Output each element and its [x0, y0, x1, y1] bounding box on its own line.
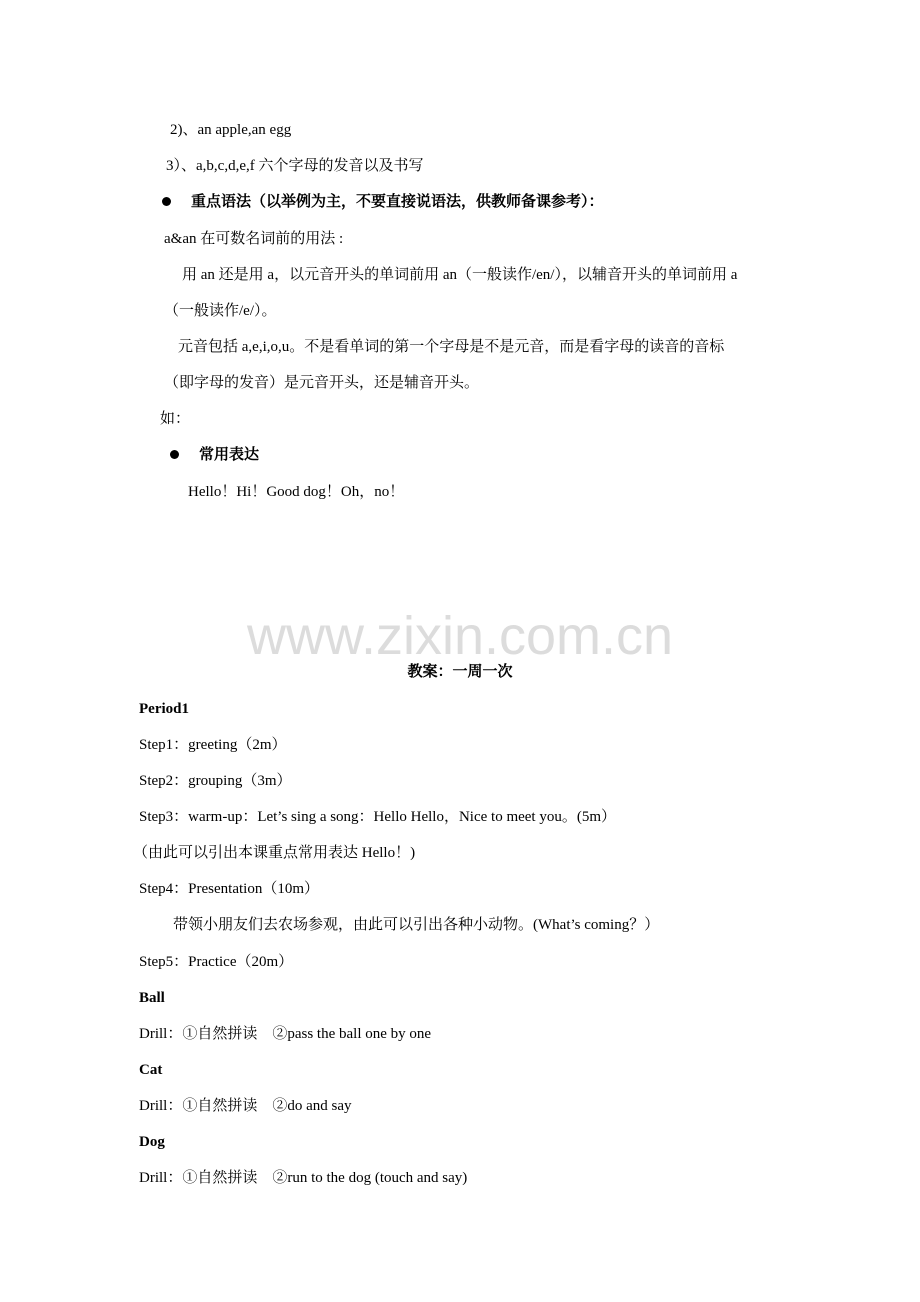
vocab-ball: Ball — [139, 990, 165, 1006]
grammar-intro: a&an 在可数名词前的用法 : — [164, 231, 344, 247]
step-4-description: 带领小朋友们去农场参观，由此可以引出各种小动物。(What’s coming？） — [173, 917, 660, 933]
bullet-icon — [162, 197, 171, 206]
bullet-icon — [170, 450, 179, 459]
example-label: 如： — [160, 411, 191, 427]
step-3-note: （由此可以引出本课重点常用表达 Hello！) — [133, 845, 416, 861]
lesson-title: 教案：一周一次 — [407, 664, 513, 680]
period-label: Period1 — [139, 701, 189, 717]
rule-line-1: 用 an 还是用 a，以元音开头的单词前用 an（一般读作/en/），以辅音开头的单词前用 a — [182, 267, 738, 283]
list-item-2: 2)、an apple,an egg — [170, 122, 292, 138]
rule-line-2: （一般读作/e/）。 — [164, 303, 277, 319]
vocab-cat: Cat — [139, 1062, 163, 1078]
vowel-line-2: （即字母的发音）是元音开头，还是辅音开头。 — [164, 375, 480, 391]
grammar-heading: 重点语法（以举例为主，不要直接说语法，供教师备课参考）： — [191, 194, 604, 210]
step-2: Step2：grouping（3m） — [139, 773, 292, 789]
step-1: Step1：greeting（2m） — [139, 737, 287, 753]
expressions-heading-row — [170, 445, 259, 465]
vowel-line-1: 元音包括 a,e,i,o,u。不是看单词的第一个字母是不是元音，而是看字母的读音的音标 — [178, 339, 725, 355]
drill-ball: Drill：①自然拼读 ②pass the ball one by one — [139, 1026, 432, 1042]
step-5: Step5：Practice（20m） — [139, 954, 294, 970]
vocab-dog: Dog — [139, 1134, 165, 1150]
list-item-3: 3）、a,b,c,d,e,f 六个字母的发音以及书写 — [166, 158, 424, 174]
expressions-text: Hello！Hi！Good dog！Oh，no！ — [188, 484, 405, 500]
step-4: Step4：Presentation（10m） — [139, 881, 319, 897]
watermark: www.zixin.com.cn — [246, 606, 674, 666]
drill-cat: Drill：①自然拼读 ②do and say — [139, 1098, 352, 1114]
expressions-heading: 常用表达 — [199, 447, 260, 463]
step-3: Step3：warm-up：Let’s sing a song：Hello Hello，Nice to meet you。(5m） — [139, 809, 617, 825]
drill-dog: Drill：①自然拼读 ②run to the dog (touch and say) — [139, 1170, 468, 1186]
grammar-heading-row — [162, 192, 604, 212]
